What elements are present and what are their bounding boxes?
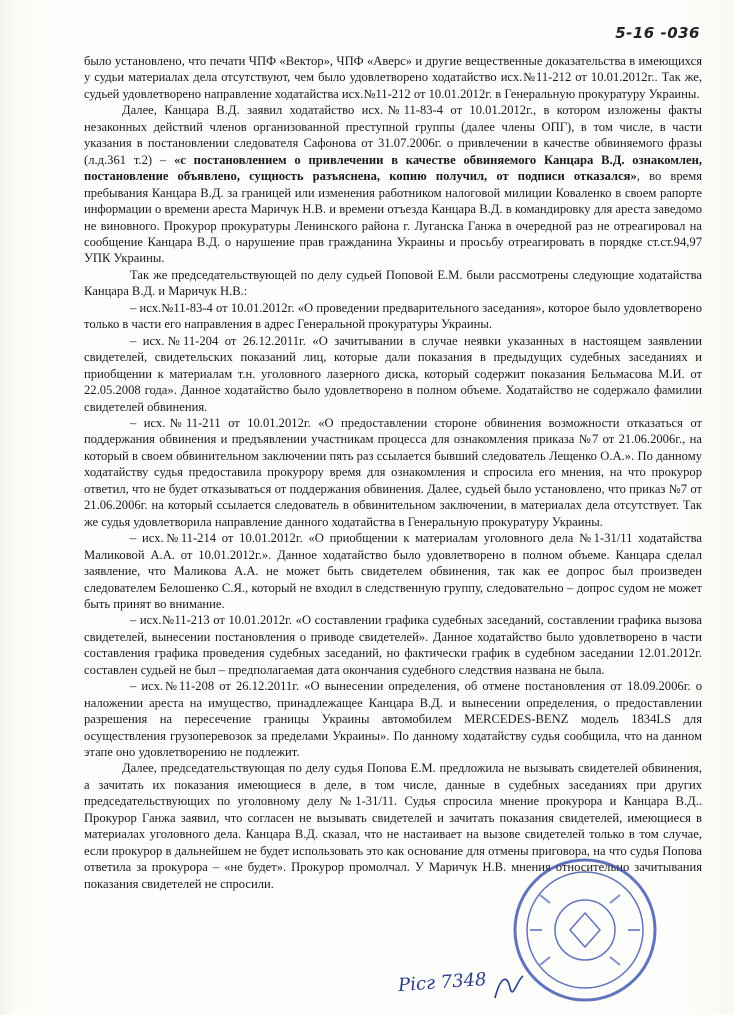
signature-mark — [395, 968, 535, 1008]
paragraph-2-end: , во время пребывания Канцара В.Д. за границей или изменения работником налоговой милиции Коваленко в своем рапорте информации о времени ареста Маричук Н.В. и времени отъезда Канцара В.Д. в командировку для ареста заведомо не виновного. Прокурор прокуратуры Ленинского района г. Луганска Ганжа в очередной раз не отреагировал на сообщение Канцара В.Д. о нарушение прав гражданина Украины и просьбу отреагировать в порядке ст.ст.94,97 УПК Украины. — [84, 169, 702, 266]
paragraph-2-quote: «с постановлением о привлечении в качестве обвиняемого Канцара В.Д. ознакомлен, постановление объявлено, сущность разъяснена, копию получил, от подписи отказался» — [84, 152, 702, 184]
paragraph-5: – исх.№11-204 от 26.12.2011г. «О зачитывании в случае неявки указанных в настоящем заявлении свидетелей, свидетельских показаний лиц, которые дали показания в предыдущих судебных заседаниях и приобщении к материалам т.н. уголовного лазерного диска, который содержит показания Бельмасова М.И. от 22.05.2008 года». Данное ходатайство было удовлетворено в полном объеме. Ходатайство не содержало фамилии свидетелей обвинения. — [84, 333, 702, 414]
handwritten-page-number: 5-16 -036 — [615, 24, 700, 42]
paragraph-1: было установлено, что печати ЧПФ «Вектор», ЧПФ «Аверс» и другие вещественные доказательства в имеющихся у судьи материалах дела отсутствуют, чем было удовлетворено ходатайство исх.№11-212 от 10.01.2012г.. Так же, судьей удовлетворено направление ходатайства исх.№11-212 от 10.01.2012г. в Генеральную прокуратуру Украины. — [84, 54, 702, 101]
paragraph-8: – исх.№11-213 от 10.01.2012г. «О составлении графика судебных заседаний, составлении графика вызова свидетелей, вынесении постановления о приводе свидетелей». Данное ходатайство было удовлетворено в части составления графика проведения судебных заседаний, но фактически график в судебном заседании 12.01.2012г. составлен судьей не был – предполагаемая дата окончания судебного следствия названа не была. — [84, 613, 702, 677]
paragraph-6: – исх.№11-211 от 10.01.2012г. «О предоставлении стороне обвинения возможности отказаться от поддержания обвинения и предъявлении участникам процесса для ознакомления приказа №7 от 21.06.2006г., на который в своем обвинительном заключении пять раз ссылается бывший следователь Лещенко О.А.». По данному ходатайству судья предоставила прокурору время для ознакомления и спросила его мнения, на что прокурор ответил, что не будет отказываться от поддержания обвинения. Далее, судьей было установлено, что приказ №7 от 21.06.2006г. на который ссылается следователь в обвинительном заключении, в материалах дела отсутствует. Так же судья удовлетворила направление данного ходатайства в Генеральную прокуратуру Украины. — [84, 415, 702, 529]
paragraph-10: Далее, председательствующая по делу судья Попова Е.М. предложила не вызывать свидетелей обвинения, а зачитать их показания имеющиеся в деле, в том числе, данные в судебных заседаниях при других председательствующих по уголовному делу №1-31/11. Судья спросила мнение прокурора и Канцара В.Д.. Прокурор Ганжа заявил, что согласен не вызывать свидетелей и зачитать показания свидетелей, имеющиеся в материалах уголовного дела. Канцара В.Д. сказал, что не настаивает на вызове свидетелей только в том случае, если прокурор в дальнейшем не будет использовать это как основание для отмены приговора, на что судья Попова ответила за прокурора – «не будет». Прокурор промолчал. У Маричук Н.В. мнения относительно зачитывания показания свидетелей не спросили. — [84, 761, 702, 891]
handwritten-signature-note: Рісг 7348 — [397, 968, 488, 997]
paragraph-7: – исх.№11-214 от 10.01.2012г. «О приобщении к материалам уголовного дела №1-31/11 ходатайства Маликовой А.А. от 10.01.2012г.». Данное ходатайство было удовлетворено в полном объеме. Канцара сделал заявление, что Маликова А.А. не может быть свидетелем обвинения, так как ее допрос был произведен следователем Белошенко С.Я., который не входил в следственную группу, следовательно – допрос судом не может быть принят во внимание. — [84, 531, 702, 611]
paragraph-9: – исх.№11-208 от 26.12.2011г. «О вынесении определения, об отмене постановления от 18.09.2006г. о наложении ареста на имущество, принадлежащее Канцара В.Д. и вынесении определения, о предоставлении разрешения на пересечение границы Украины автомобилем MERCEDES-BENZ модель 1834LS для осуществления грузоперевозок за пределами Украины». По данному ходатайству судья сообщила, что на данном этапе оно удовлетворению не подлежит. — [84, 679, 702, 760]
paragraph-2 — [84, 102, 702, 267]
document-body — [84, 53, 702, 892]
paragraph-3: Так же председательствующей по делу судьей Поповой Е.М. были рассмотрены следующие ходатайства Канцара В.Д. и Маричук Н.В.: — [84, 267, 702, 299]
paragraph-2-start: Далее, Канцара В.Д. заявил ходатайство исх.№11-83-4 от 10.01.2012г., в котором изложены факты незаконных действий членов организованной преступной группы (далее члены ОПГ), в том числе, в части указания в постановлении следователя Сафонова от 31.07.2006г. о привлечении в качестве обвиняемого фразы (л.д.361 т.2) – — [84, 103, 702, 167]
paragraph-4: – исх.№11-83-4 от 10.01.2012г. «О проведении предварительного заседания», которое было удовлетворено только в части его направления в адрес Генеральной прокуратуры Украины. — [84, 300, 702, 332]
